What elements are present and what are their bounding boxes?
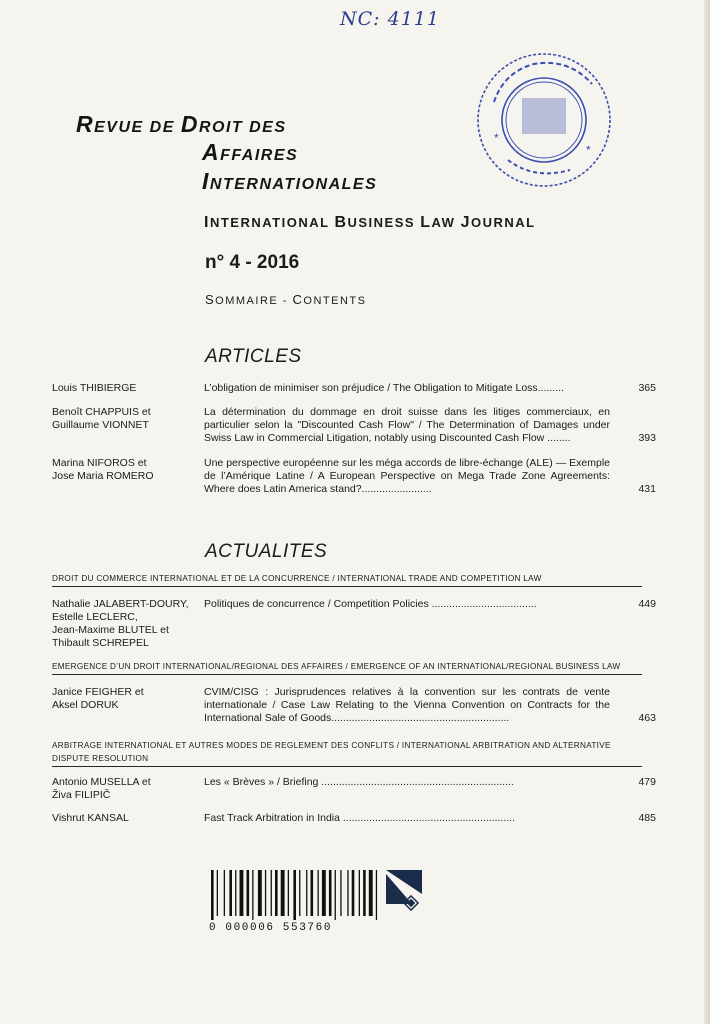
- barcode-bar: [340, 870, 341, 916]
- toc-entry: [52, 457, 656, 499]
- rubric-arbitration: ARBITRAGE INTERNATIONAL ET AUTRES MODES DE REGLEMENT DES CONFLITS / INTERNATIONAL ARBITRATION AND ALTERNATIVE DISPUTE RESOLUTION: [52, 739, 642, 767]
- handwritten-note: NC: 4111: [340, 8, 440, 30]
- page-edge: [704, 0, 710, 1024]
- toc-entry: [52, 776, 656, 804]
- toc-entry: [52, 812, 656, 828]
- journal-subtitle: INTERNATIONAL BUSINESS LAW JOURNAL: [204, 214, 536, 231]
- barcode-bar: [369, 870, 373, 916]
- entry-authors: Benoît CHAPPUIS et Guillaume VIONNET: [52, 406, 151, 431]
- barcode-bar: [335, 870, 336, 920]
- entry-page: 485: [638, 812, 656, 824]
- entry-page: 365: [638, 382, 656, 394]
- barcode-bar: [217, 870, 218, 916]
- entry-authors: Marina NIFOROS et Jose Maria ROMERO: [52, 457, 154, 482]
- stamp-star-left: *: [494, 131, 499, 145]
- barcode-bar: [376, 870, 377, 920]
- section-heading-articles: ARTICLES: [205, 346, 302, 367]
- barcode-bar: [252, 870, 253, 920]
- publisher-logo-icon: [384, 868, 424, 920]
- stamp-emblem: [522, 98, 566, 134]
- barcode-bar: [258, 870, 262, 916]
- barcode-bar: [240, 870, 244, 916]
- barcode: [207, 864, 437, 934]
- barcode-bar: [299, 870, 300, 916]
- entry-authors: Antonio MUSELLA et Živa FILIPIČ: [52, 776, 151, 801]
- barcode-bar: [311, 870, 314, 916]
- barcode-bar: [247, 870, 250, 916]
- entry-authors: Janice FEIGHER et Aksel DORUK: [52, 686, 144, 711]
- entry-authors: Vishrut KANSAL: [52, 812, 129, 824]
- contents-label: SOMMAIRE - CONTENTS: [205, 292, 367, 307]
- title-line-2: AFFAIRES: [202, 139, 299, 165]
- stamp-star-right: *: [586, 143, 591, 157]
- barcode-bar: [229, 870, 232, 916]
- entry-page: 393: [638, 432, 656, 444]
- barcode-bar: [235, 870, 236, 916]
- library-stamp: [474, 50, 614, 190]
- barcode-bar: [275, 870, 278, 916]
- toc-entry: [52, 406, 656, 448]
- section-heading-actualites: ACTUALITES: [205, 541, 328, 562]
- entry-authors: Nathalie JALABERT-DOURY, Estelle LECLERC, Jean-Maxime BLUTEL et Thibault SCHREPEL: [52, 598, 189, 649]
- barcode-bar: [359, 870, 360, 916]
- entry-page: 449: [638, 598, 656, 610]
- entry-title: L’obligation de minimiser son préjudice / The Obligation to Mitigate Loss.........: [204, 382, 564, 394]
- barcode-bar: [265, 870, 266, 916]
- entry-authors: Louis THIBIERGE: [52, 382, 137, 394]
- toc-entry: [52, 382, 656, 398]
- barcode-bar: [329, 870, 332, 916]
- entry-page: 431: [638, 483, 656, 495]
- barcode-bar: [306, 870, 307, 916]
- barcode-bar: [347, 870, 348, 916]
- barcode-bar: [322, 870, 326, 916]
- barcode-bar: [363, 870, 366, 916]
- barcode-digits: 0 000006 553760: [209, 922, 333, 934]
- toc-entry: [52, 686, 656, 728]
- entry-title: CVIM/CISG : Jurisprudences relatives à la convention sur les contrats de vente internationale / Case Law Relating to the Vienna Convention on Contracts for the International Sale of Goods.............................................................: [204, 686, 610, 724]
- entry-title: Les « Brèves » / Briefing ..................................................................: [204, 776, 514, 788]
- entry-title: La détermination du dommage en droit suisse dans les litiges commerciaux, en particulier selon la "Discounted Cash Flow" / The Determination of Damages under Swiss Law in Commercial Litigation, notably using Discounted Cash Flow ........: [204, 406, 610, 444]
- title-line-3: INTERNATIONALES: [202, 168, 378, 194]
- entry-title: Politiques de concurrence / Competition Policies ....................................: [204, 598, 537, 610]
- barcode-bar: [318, 870, 319, 916]
- barcode-bar: [352, 870, 355, 916]
- entry-title: Une perspective européenne sur les méga accords de libre-échange (ALE) — Exemple de l’Amérique Latine / A European Perspective on Mega Trade Zone Agreements: Where does Latin America stand?........................: [204, 457, 610, 495]
- entry-page: 463: [638, 712, 656, 724]
- barcode-bar: [293, 870, 296, 920]
- barcode-bar: [288, 870, 289, 916]
- barcode-bar: [211, 870, 214, 920]
- issue-number: n° 4 - 2016: [205, 252, 300, 273]
- barcode-bar: [271, 870, 272, 916]
- barcode-bar: [281, 870, 285, 916]
- barcode-bars: [211, 870, 377, 920]
- entry-title: Fast Track Arbitration in India ...........................................................: [204, 812, 516, 824]
- rubric-business-law: EMERGENCE D’UN DROIT INTERNATIONAL/REGIONAL DES AFFAIRES / EMERGENCE OF AN INTERNATIONAL/REGIONAL BUSINESS LAW: [52, 660, 642, 675]
- entry-page: 479: [638, 776, 656, 788]
- title-line-1: REVUE DE DROIT DES: [76, 111, 287, 137]
- toc-entry: [52, 598, 656, 654]
- barcode-bar: [224, 870, 225, 916]
- rubric-competition-law: DROIT DU COMMERCE INTERNATIONAL ET DE LA CONCURRENCE / INTERNATIONAL TRADE AND COMPETITION LAW: [52, 572, 642, 587]
